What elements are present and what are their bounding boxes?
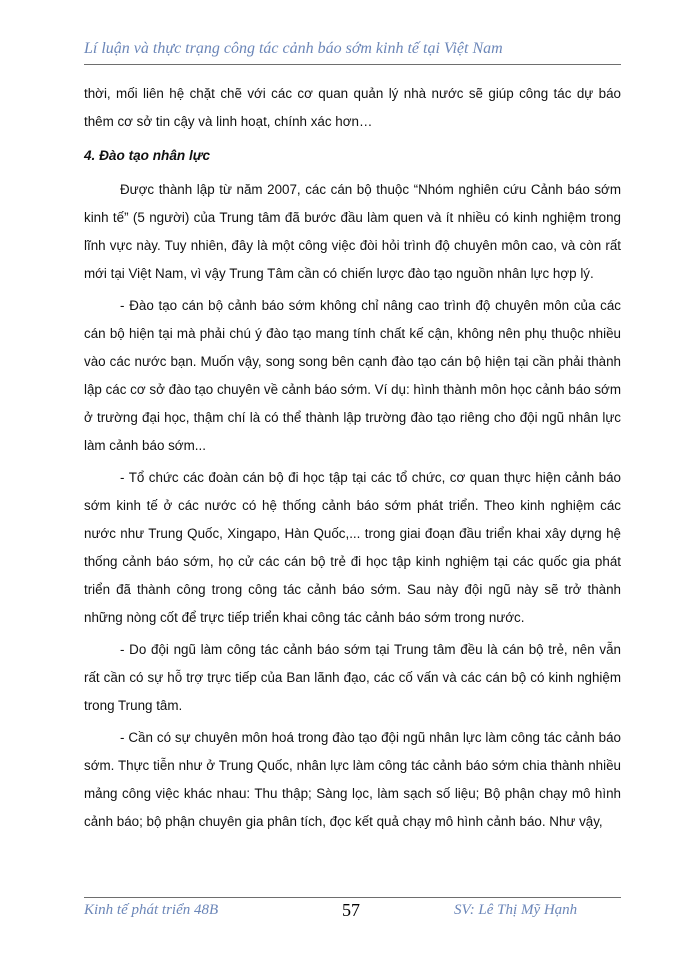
- body-text: [84, 80, 621, 840]
- paragraph-support: - Do đội ngũ làm công tác cảnh báo sớm tại Trung tâm đều là cán bộ trẻ, nên vẫn rất cần có sự hỗ trợ trực tiếp của Ban lãnh đạo, các cố vấn và các cán bộ có kinh nghiệm trong Trung tâm.: [84, 642, 621, 713]
- running-header: Lí luận và thực trạng công tác cảnh báo sớm kinh tế tại Việt Nam: [84, 40, 503, 57]
- section-heading: 4. Đào tạo nhân lực: [84, 148, 211, 163]
- footer-student-name: SV: Lê Thị Mỹ Hạnh: [454, 902, 578, 918]
- paragraph-study-delegations: - Tổ chức các đoàn cán bộ đi học tập tại các tổ chức, cơ quan thực hiện cảnh báo sớm kinh tế ở các nước có hệ thống cảnh báo sớm phát triển. Theo kinh nghiệm các nước như Trung Quốc, Xingapo, Hàn Quốc,... trong giai đoạn đầu triển khai xây dựng hệ thống cảnh báo sớm, họ cử các cán bộ trẻ đi học tập kinh nghiệm tại các quốc gia phát triển đã thành công trong công tác cảnh báo sớm. Sau này đội ngũ này sẽ trở thành những nòng cốt để trực tiếp triển khai công tác cảnh báo sớm trong nước.: [84, 470, 621, 625]
- header-rule: [84, 64, 621, 65]
- footer-rule: [84, 897, 621, 898]
- paragraph-training-staff: - Đào tạo cán bộ cảnh báo sớm không chỉ nâng cao trình độ chuyên môn của các cán bộ hiện tại mà phải chú ý đào tạo mang tính chất kế cận, không nên phụ thuộc nhiều vào các nước bạn. Muốn vậy, song song bên cạnh đào tạo cán bộ hiện tại cần phải thành lập các cơ sở đào tạo chuyên về cảnh báo sớm. Ví dụ: hình thành môn học cảnh báo sớm ở trường đại học, thậm chí là có thể thành lập trường đào tạo riêng cho đội ngũ nhân lực làm cảnh báo sớm...: [84, 298, 621, 453]
- footer-class-label: Kinh tế phát triển 48B: [84, 902, 219, 918]
- page-footer: [84, 902, 621, 926]
- paragraph-specialization: - Cần có sự chuyên môn hoá trong đào tạo đội ngũ nhân lực làm công tác cảnh báo sớm. Thực tiễn như ở Trung Quốc, nhân lực làm công tác cảnh báo sớm chia thành nhiều mảng công việc khác nhau: Thu thập; Sàng lọc, làm sạch số liệu; Bộ phận chạy mô hình cảnh báo; bộ phận chuyên gia phân tích, đọc kết quả chạy mô hình cảnh báo. Như vậy,: [84, 730, 621, 829]
- page-number: 57: [342, 900, 360, 920]
- paragraph-continued: thời, mối liên hệ chặt chẽ với các cơ quan quản lý nhà nước sẽ giúp công tác dự báo thêm cơ sở tin cậy và linh hoạt, chính xác hơn…: [84, 86, 621, 129]
- paragraph-intro: Được thành lập từ năm 2007, các cán bộ thuộc “Nhóm nghiên cứu Cảnh báo sớm kinh tế” (5 người) của Trung tâm đã bước đầu làm quen và ít nhiều có kinh nghiệm trong lĩnh vực này. Tuy nhiên, đây là một công việc đòi hỏi trình độ chuyên môn cao, và còn rất mới tại Việt Nam, vì vậy Trung Tâm cần có chiến lược đào tạo nguồn nhân lực hợp lý.: [84, 182, 621, 281]
